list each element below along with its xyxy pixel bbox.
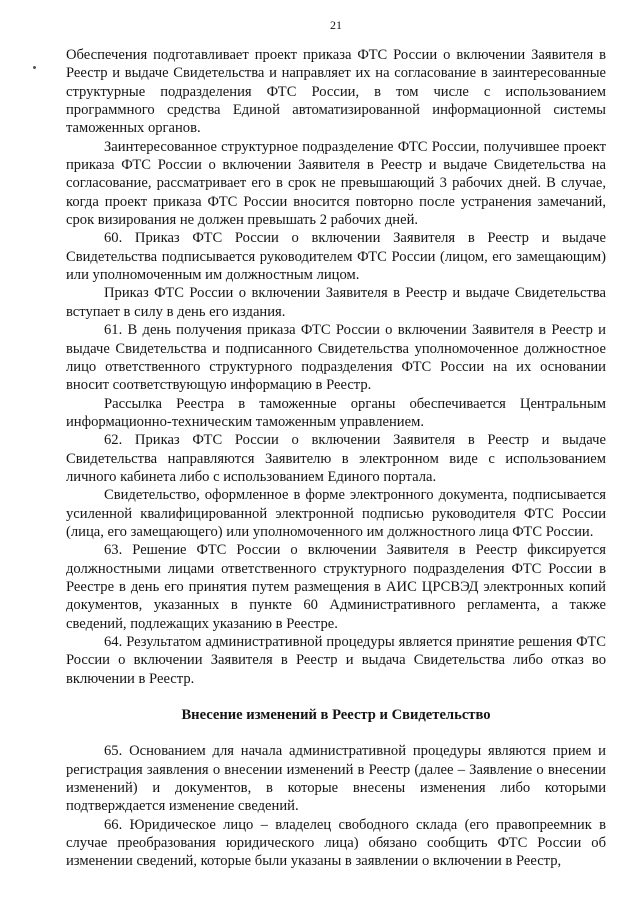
section-heading: Внесение изменений в Реестр и Свидетельство (181, 707, 491, 724)
paragraph: Заинтересованное структурное подразделение ФТС России, получившее проект приказа ФТС России о включении Заявителя в Реестр и выдаче Свидетельства на согласование, рассматривает его в срок не превышающий 3 рабочих дней. В случае, когда проект приказа ФТС России вносится повторно после устранения замечаний, срок визирования не должен превышать 2 рабочих дней. (66, 138, 606, 229)
paragraph: Приказ ФТС России о включении Заявителя в Реестр и выдаче Свидетельства вступает в силу в день его издания. (66, 285, 606, 320)
paragraph: 63. Решение ФТС России о включении Заявителя в Реестр фиксируется должностными лицами ответственного структурного подразделения ФТС России в Реестре в день его принятия путем размещения в АИС ЦРСВЭД электронных копий документов, указанных в пункте 60 Административного регламента, а также сведений, подлежащих указанию в Реестре. (66, 542, 606, 632)
paragraphs-after-heading (66, 742, 606, 870)
scan-speck (33, 66, 36, 69)
paragraph: Свидетельство, оформленное в форме электронного документа, подписывается усиленной квалифицированной электронной подписью руководителя ФТС России (лица, его замещающего) или уполномоченного им должностного лица ФТС России. (66, 487, 606, 540)
paragraph: Обеспечения подготавливает проект приказа ФТС России о включении Заявителя в Реестр и выдаче Свидетельства и направляет их на согласование в заинтересованные структурные подразделения ФТС России, в том числе с использованием программного средства Единой автоматизированной информационной системы таможенных органов. (66, 47, 606, 137)
paragraph: 64. Результатом административной процедуры является принятие решения ФТС России о включении Заявителя в Реестр и выдача Свидетельства либо отказ во включении в Реестр. (66, 634, 606, 687)
paragraph: Рассылка Реестра в таможенные органы обеспечивается Центральным информационно-техническим таможенным управлением. (66, 395, 606, 430)
paragraphs-before-heading (66, 46, 606, 688)
page-number: 21 (330, 18, 342, 32)
paragraph: 65. Основанием для начала административной процедуры являются прием и регистрация заявления о внесении изменений в Реестр (далее – Заявление о внесении изменений) и документов, в которые внесены изменения либо которыми подтверждается изменение сведений. (66, 743, 606, 815)
paragraph: 60. Приказ ФТС России о включении Заявителя в Реестр и выдаче Свидетельства подписывается руководителем ФТС России (лицом, его замещающим) или уполномоченным им должностным лицом. (66, 230, 606, 284)
paragraph: 61. В день получения приказа ФТС России о включении Заявителя в Реестр и выдаче Свидетельства и подписанного Свидетельства уполномоченное должностное лицо ответственного структурного подразделения ФТС России на их основании вносит соответствующую информацию в Реестр. (66, 322, 606, 394)
paragraph: 62. Приказ ФТС России о включении Заявителя в Реестр и выдаче Свидетельства направляются Заявителю в электронном виде с использованием личного кабинета либо с использованием Единого портала. (66, 432, 606, 485)
paragraph: 66. Юридическое лицо – владелец свободного склада (его правопреемник в случае преобразования юридического лица) обязано сообщить ФТС России об изменении сведений, которые были указаны в заявлении о включении в Реестр, (66, 816, 606, 870)
